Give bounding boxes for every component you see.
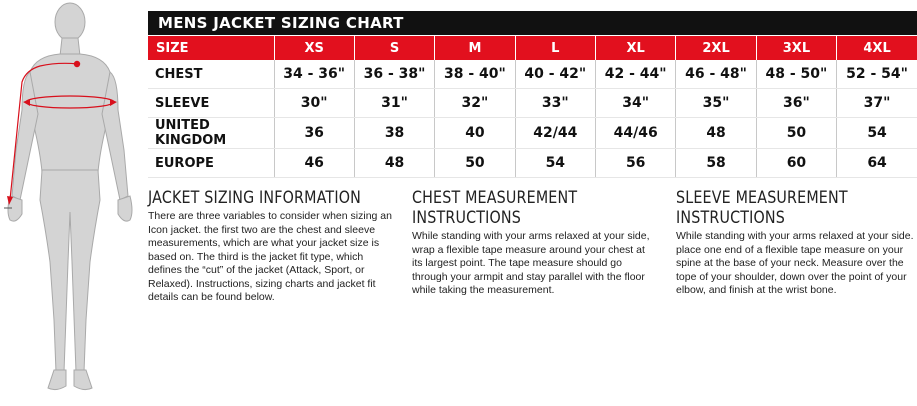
size-header-cell: 4XL <box>837 36 917 60</box>
section-heading: INSTRUCTIONS <box>676 208 785 228</box>
sizing-table <box>148 36 917 178</box>
table-cell: 36 <box>274 118 354 149</box>
section-text: While standing with your arms relaxed at your side. place one end of a flexible tape measure on your spine at the base of your neck. Measure over the tope of your shoulder, down over the point of your elbow, and finish at the wrist bone. <box>676 230 914 296</box>
row-label: UNITED KINGDOM <box>148 118 274 149</box>
table-cell: 50 <box>435 149 515 178</box>
size-header-cell: S <box>354 36 434 60</box>
section-heading: JACKET SIZING INFORMATION <box>148 188 361 208</box>
sleeve-measurement-section <box>676 188 914 298</box>
table-cell: 42/44 <box>515 118 595 149</box>
table-cell: 30" <box>274 89 354 118</box>
table-cell: 54 <box>837 118 917 149</box>
size-header-label: SIZE <box>148 36 274 60</box>
table-cell: 46 <box>274 149 354 178</box>
table-cell: 50 <box>756 118 836 149</box>
size-header-cell: XS <box>274 36 354 60</box>
section-heading: INSTRUCTIONS <box>412 208 521 228</box>
table-cell: 48 <box>676 118 756 149</box>
table-row-united-kingdom <box>148 118 917 149</box>
table-cell: 56 <box>596 149 676 178</box>
table-row-chest <box>148 60 917 89</box>
table-cell: 36 - 38" <box>354 60 434 89</box>
table-cell: 54 <box>515 149 595 178</box>
table-cell: 46 - 48" <box>676 60 756 89</box>
table-cell: 40 - 42" <box>515 60 595 89</box>
section-heading: SLEEVE MEASUREMENT <box>676 188 848 208</box>
table-cell: 38 - 40" <box>435 60 515 89</box>
table-cell: 40 <box>435 118 515 149</box>
table-cell: 64 <box>837 149 917 178</box>
size-header-cell: XL <box>596 36 676 60</box>
table-cell: 38 <box>354 118 434 149</box>
table-cell: 58 <box>676 149 756 178</box>
table-row-europe <box>148 149 917 178</box>
table-cell: 36" <box>756 89 836 118</box>
chest-measurement-section <box>412 188 656 298</box>
table-cell: 35" <box>676 89 756 118</box>
section-heading: CHEST MEASUREMENT <box>412 188 578 208</box>
size-header-cell: 2XL <box>676 36 756 60</box>
table-cell: 34" <box>596 89 676 118</box>
table-row-sleeve <box>148 89 917 118</box>
table-cell: 60 <box>756 149 836 178</box>
body-measurement-figure <box>0 0 140 406</box>
table-cell: 31" <box>354 89 434 118</box>
size-header-row <box>148 36 917 60</box>
table-cell: 37" <box>837 89 917 118</box>
table-cell: 42 - 44" <box>596 60 676 89</box>
row-label: SLEEVE <box>148 89 274 118</box>
table-cell: 33" <box>515 89 595 118</box>
row-label: EUROPE <box>148 149 274 178</box>
size-header-cell: L <box>515 36 595 60</box>
table-cell: 32" <box>435 89 515 118</box>
section-text: While standing with your arms relaxed at your side, wrap a flexible tape measure around your chest at its largest point. The tape measure should go through your armpit and stay parallel with the floor while taking the measurement. <box>412 230 650 296</box>
size-header-cell: M <box>435 36 515 60</box>
table-cell: 48 - 50" <box>756 60 836 89</box>
jacket-sizing-info-section <box>148 188 394 305</box>
table-cell: 52 - 54" <box>837 60 917 89</box>
table-cell: 34 - 36" <box>274 60 354 89</box>
table-cell: 44/46 <box>596 118 676 149</box>
size-header-cell: 3XL <box>756 36 836 60</box>
chart-title: MENS JACKET SIZING CHART <box>148 11 917 35</box>
table-cell: 48 <box>354 149 434 178</box>
row-label: CHEST <box>148 60 274 89</box>
section-text: There are three variables to consider when sizing an Icon jacket. the first two are the chest and sleeve measurements, which are what your jacket size is based on. The third is the jacket fit type, which defines the “cut” of the jacket (Attack, Sport, or Relaxed). Instructions, sizing charts and jacket fit details can be found below. <box>148 210 392 303</box>
